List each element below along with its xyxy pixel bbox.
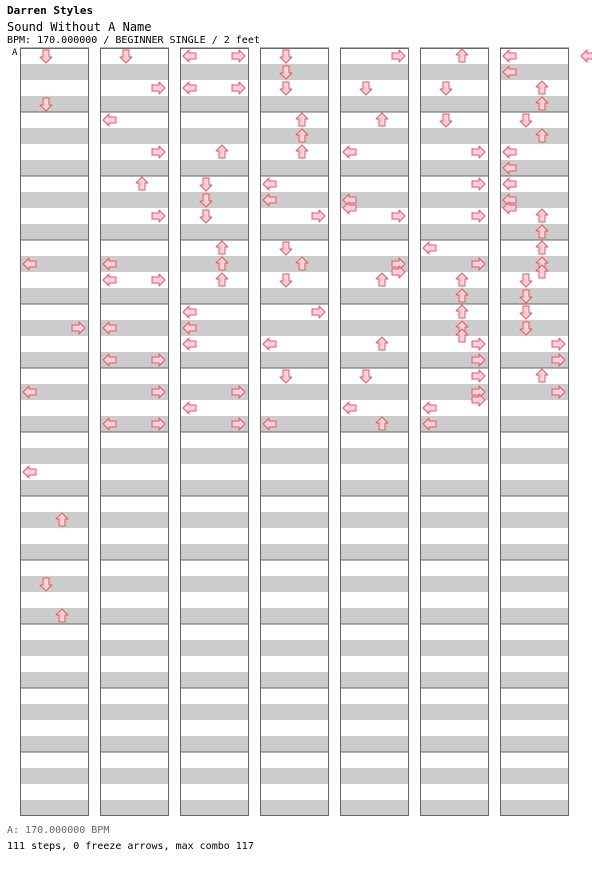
- beat-stripe: [100, 288, 169, 304]
- beat-stripe: [420, 608, 489, 624]
- beat-stripe: [260, 608, 329, 624]
- beat-stripe: [260, 704, 329, 720]
- beat-stripe: [340, 96, 409, 112]
- beat-stripe: [260, 384, 329, 400]
- chart-info: BPM: 170.000000 / BEGINNER SINGLE / 2 feet: [7, 35, 260, 46]
- beat-stripe: [180, 800, 249, 816]
- chart-column: [100, 48, 169, 816]
- beat-stripe: [340, 352, 409, 368]
- beat-stripe: [180, 192, 249, 208]
- chart-column: [180, 48, 249, 816]
- chart-column: [340, 48, 409, 816]
- beat-stripe: [20, 544, 89, 560]
- beat-stripe: [180, 736, 249, 752]
- beat-stripe: [180, 256, 249, 272]
- beat-stripe: [100, 224, 169, 240]
- beat-stripe: [100, 576, 169, 592]
- beat-stripe: [340, 416, 409, 432]
- beat-stripe: [20, 192, 89, 208]
- beat-stripe: [340, 224, 409, 240]
- beat-stripe: [100, 64, 169, 80]
- beat-stripe: [20, 480, 89, 496]
- beat-stripe: [340, 576, 409, 592]
- beat-stripe: [100, 96, 169, 112]
- beat-stripe: [100, 128, 169, 144]
- beat-stripe: [20, 416, 89, 432]
- beat-stripe: [100, 192, 169, 208]
- beat-stripe: [500, 512, 569, 528]
- beat-stripe: [100, 640, 169, 656]
- beat-stripe: [500, 576, 569, 592]
- beat-stripe: [420, 480, 489, 496]
- chart-column: [260, 48, 329, 816]
- beat-stripe: [420, 576, 489, 592]
- beat-stripe: [420, 64, 489, 80]
- beat-stripe: [180, 448, 249, 464]
- beat-stripe: [420, 288, 489, 304]
- beat-stripe: [340, 160, 409, 176]
- beat-stripe: [260, 800, 329, 816]
- beat-stripe: [20, 768, 89, 784]
- beat-stripe: [340, 704, 409, 720]
- beat-stripe: [500, 96, 569, 112]
- beat-stripe: [260, 768, 329, 784]
- beat-stripe: [20, 224, 89, 240]
- beat-stripe: [420, 736, 489, 752]
- beat-stripe: [340, 768, 409, 784]
- beat-stripe: [180, 288, 249, 304]
- beat-stripe: [260, 576, 329, 592]
- beat-stripe: [180, 224, 249, 240]
- beat-stripe: [420, 224, 489, 240]
- beat-stripe: [340, 320, 409, 336]
- beat-stripe: [420, 96, 489, 112]
- beat-stripe: [100, 448, 169, 464]
- beat-stripe: [20, 640, 89, 656]
- beat-stripe: [500, 288, 569, 304]
- beat-stripe: [20, 128, 89, 144]
- beat-stripe: [180, 480, 249, 496]
- beat-stripe: [420, 128, 489, 144]
- beat-stripe: [260, 96, 329, 112]
- beat-stripe: [20, 672, 89, 688]
- beat-stripe: [20, 288, 89, 304]
- beat-stripe: [260, 320, 329, 336]
- beat-stripe: [420, 704, 489, 720]
- beat-stripe: [260, 736, 329, 752]
- chart-column: [20, 48, 89, 816]
- beat-stripe: [420, 160, 489, 176]
- beat-stripe: [20, 352, 89, 368]
- beat-stripe: [100, 480, 169, 496]
- beat-stripe: [260, 64, 329, 80]
- beat-stripe: [500, 640, 569, 656]
- beat-stripe: [420, 800, 489, 816]
- beat-stripe: [20, 160, 89, 176]
- beat-stripe: [20, 704, 89, 720]
- bpm-change-marker: A: [12, 48, 18, 58]
- beat-stripe: [500, 224, 569, 240]
- beat-stripe: [500, 736, 569, 752]
- beat-stripe: [20, 608, 89, 624]
- song-title: Sound Without A Name: [7, 20, 152, 34]
- beat-stripe: [180, 576, 249, 592]
- beat-stripe: [20, 800, 89, 816]
- beat-stripe: [340, 64, 409, 80]
- beat-stripe: [500, 768, 569, 784]
- chart-column: [500, 48, 569, 816]
- beat-stripe: [20, 576, 89, 592]
- beat-stripe: [100, 736, 169, 752]
- beat-stripe: [180, 608, 249, 624]
- beat-stripe: [100, 160, 169, 176]
- beat-stripe: [420, 672, 489, 688]
- beat-stripe: [180, 96, 249, 112]
- beat-stripe: [180, 768, 249, 784]
- beat-stripe: [500, 704, 569, 720]
- beat-stripe: [340, 544, 409, 560]
- beat-stripe: [180, 160, 249, 176]
- beat-stripe: [420, 640, 489, 656]
- beat-stripe: [260, 288, 329, 304]
- beat-stripe: [420, 768, 489, 784]
- beat-stripe: [260, 544, 329, 560]
- beat-stripe: [100, 608, 169, 624]
- beat-stripe: [500, 608, 569, 624]
- beat-stripe: [500, 448, 569, 464]
- beat-stripe: [340, 672, 409, 688]
- step-arrow-left-icon: [581, 50, 592, 62]
- beat-stripe: [20, 96, 89, 112]
- beat-stripe: [500, 800, 569, 816]
- beat-stripe: [420, 512, 489, 528]
- beat-stripe: [260, 352, 329, 368]
- beat-stripe: [180, 512, 249, 528]
- beat-stripe: [340, 736, 409, 752]
- beat-stripe: [340, 448, 409, 464]
- beat-stripe: [20, 448, 89, 464]
- beat-stripe: [340, 640, 409, 656]
- beat-stripe: [100, 544, 169, 560]
- beat-stripe: [340, 800, 409, 816]
- beat-stripe: [420, 192, 489, 208]
- beat-stripe: [180, 672, 249, 688]
- beat-stripe: [340, 384, 409, 400]
- beat-stripe: [260, 128, 329, 144]
- beat-stripe: [100, 800, 169, 816]
- beat-stripe: [420, 544, 489, 560]
- beat-stripe: [340, 128, 409, 144]
- beat-stripe: [20, 64, 89, 80]
- beat-stripe: [20, 736, 89, 752]
- artist-name: Darren Styles: [7, 4, 94, 17]
- beat-stripe: [500, 128, 569, 144]
- beat-stripe: [260, 672, 329, 688]
- beat-stripe: [260, 160, 329, 176]
- beat-stripe: [340, 480, 409, 496]
- beat-stripe: [260, 480, 329, 496]
- beat-stripe: [100, 704, 169, 720]
- beat-stripe: [180, 128, 249, 144]
- step-stats: 111 steps, 0 freeze arrows, max combo 117: [7, 841, 254, 852]
- beat-stripe: [500, 544, 569, 560]
- beat-stripe: [340, 608, 409, 624]
- beat-stripe: [180, 704, 249, 720]
- chart-column: [420, 48, 489, 816]
- beat-stripe: [260, 512, 329, 528]
- beat-stripe: [260, 224, 329, 240]
- beat-stripe: [420, 320, 489, 336]
- beat-stripe: [100, 672, 169, 688]
- beat-stripe: [100, 768, 169, 784]
- beat-stripe: [420, 448, 489, 464]
- beat-stripe: [180, 640, 249, 656]
- beat-stripe: [340, 512, 409, 528]
- beat-stripe: [180, 64, 249, 80]
- beat-stripe: [260, 640, 329, 656]
- bpm-summary: A: 170.000000 BPM: [7, 825, 110, 836]
- beat-stripe: [100, 512, 169, 528]
- beat-stripe: [500, 672, 569, 688]
- beat-stripe: [500, 416, 569, 432]
- beat-stripe: [340, 288, 409, 304]
- beat-stripe: [20, 512, 89, 528]
- beat-stripe: [260, 448, 329, 464]
- beat-stripe: [500, 480, 569, 496]
- beat-stripe: [500, 320, 569, 336]
- beat-stripe: [180, 544, 249, 560]
- beat-stripe: [180, 352, 249, 368]
- beat-stripe: [260, 256, 329, 272]
- beat-stripe: [500, 256, 569, 272]
